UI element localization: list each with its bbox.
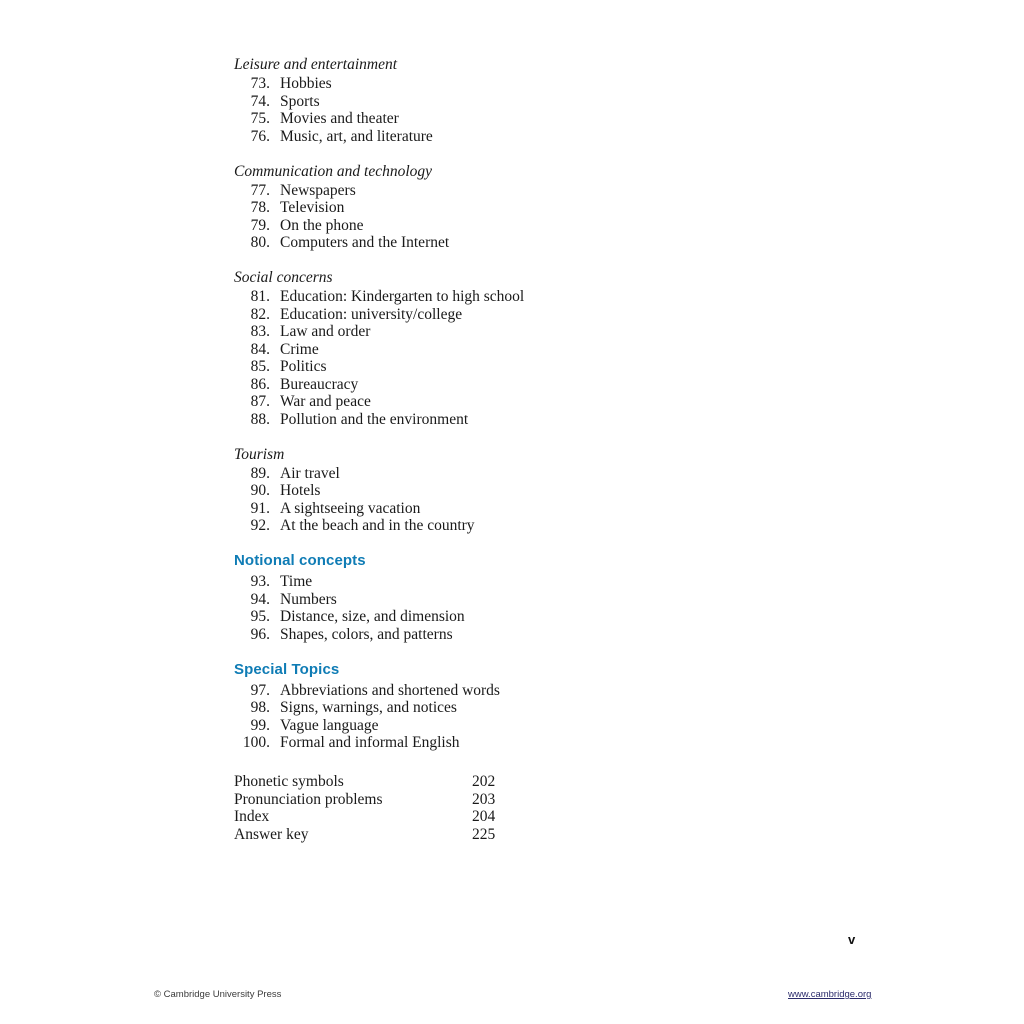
backmatter-title: Pronunciation problems — [234, 790, 383, 808]
entry-label: Politics — [280, 358, 327, 375]
entry-label: Hotels — [280, 482, 321, 499]
toc-entry[interactable] — [234, 626, 874, 643]
entry-number: 85. — [250, 358, 270, 375]
entry-label: Formal and informal English — [280, 734, 460, 751]
backmatter-page: 203 — [472, 790, 496, 808]
group-heading: Social concerns — [234, 269, 333, 286]
entry-label: On the phone — [280, 216, 364, 234]
toc-entry[interactable] — [234, 75, 874, 92]
toc-entry[interactable] — [234, 573, 874, 590]
toc-entry[interactable] — [234, 411, 874, 428]
entry-label: Pollution and the environment — [280, 410, 469, 428]
page-folio: v — [848, 932, 856, 947]
toc-group — [234, 446, 874, 535]
toc-entry[interactable] — [234, 591, 874, 608]
toc-content — [234, 56, 874, 843]
entry-label: Air travel — [280, 464, 340, 482]
entry-number: 90. — [250, 482, 270, 499]
entry-number: 94. — [250, 590, 270, 608]
backmatter-row[interactable] — [234, 773, 874, 791]
entry-number: 92. — [250, 517, 270, 534]
entry-number: 74. — [250, 92, 270, 110]
entry-number: 76. — [250, 127, 270, 145]
toc-entry[interactable] — [234, 717, 874, 734]
entry-label: Bureaucracy — [280, 375, 359, 393]
backmatter-row[interactable] — [234, 808, 874, 826]
entry-number: 79. — [250, 216, 270, 234]
entry-label: Television — [280, 199, 345, 216]
entry-label: Movies and theater — [280, 110, 399, 127]
group-heading: Tourism — [234, 445, 285, 463]
entry-number: 73. — [250, 75, 270, 92]
backmatter-row[interactable] — [234, 826, 874, 844]
entry-number: 75. — [250, 110, 270, 127]
entry-label: Sports — [280, 92, 320, 110]
toc-entry[interactable] — [234, 608, 874, 625]
section-heading-special-topics: Special Topics — [234, 660, 340, 678]
entry-label: Crime — [280, 340, 319, 358]
entry-label: Shapes, colors, and patterns — [280, 625, 453, 643]
entry-number: 83. — [250, 323, 270, 340]
toc-entry[interactable] — [234, 128, 874, 145]
entry-number: 98. — [250, 699, 270, 716]
toc-group — [234, 56, 874, 145]
toc-entry[interactable] — [234, 376, 874, 393]
toc-entry[interactable] — [234, 110, 874, 127]
publisher-url-link[interactable]: www.cambridge.org — [788, 989, 872, 1000]
entry-label: Time — [280, 573, 313, 590]
toc-entry[interactable] — [234, 288, 874, 305]
entry-label: A sightseeing vacation — [280, 499, 421, 517]
toc-entry[interactable] — [234, 393, 874, 410]
entry-number: 96. — [250, 625, 270, 643]
entry-label: Abbreviations and shortened words — [280, 681, 500, 699]
entry-label: Vague language — [280, 716, 379, 734]
entry-label: Computers and the Internet — [280, 234, 450, 251]
toc-entry[interactable] — [234, 199, 874, 216]
entry-number: 77. — [250, 181, 270, 199]
toc-entry[interactable] — [234, 358, 874, 375]
entry-number: 99. — [250, 716, 270, 734]
toc-group — [234, 552, 874, 643]
entry-number: 91. — [250, 499, 270, 517]
entry-label: Numbers — [280, 590, 337, 608]
entry-number: 97. — [250, 681, 270, 699]
toc-entry[interactable] — [234, 500, 874, 517]
section-heading-notional-concepts: Notional concepts — [234, 552, 366, 569]
entry-label: Newspapers — [280, 181, 356, 199]
entry-number: 93. — [250, 573, 270, 590]
backmatter-list — [234, 773, 874, 843]
entry-number: 84. — [250, 340, 270, 358]
toc-group — [234, 661, 874, 752]
toc-group — [234, 163, 874, 252]
entry-label: Education: university/college — [280, 305, 463, 323]
entry-number: 95. — [250, 608, 270, 625]
group-heading: Leisure and entertainment — [234, 56, 398, 73]
copyright-notice: © Cambridge University Press — [154, 989, 282, 1000]
entry-number: 81. — [250, 288, 270, 305]
entry-number: 89. — [250, 464, 270, 482]
entry-number: 88. — [250, 410, 270, 428]
entry-label: At the beach and in the country — [280, 517, 475, 534]
entry-label: Hobbies — [280, 75, 332, 92]
entry-label: Signs, warnings, and notices — [280, 699, 457, 716]
toc-group — [234, 269, 874, 428]
toc-entry[interactable] — [234, 341, 874, 358]
backmatter-page: 202 — [472, 773, 496, 790]
entry-label: Law and order — [280, 323, 371, 340]
backmatter-title: Index — [234, 808, 270, 825]
toc-entry[interactable] — [234, 682, 874, 699]
toc-entry[interactable] — [234, 323, 874, 340]
entry-number: 100. — [242, 734, 270, 751]
toc-entry[interactable] — [234, 482, 874, 499]
toc-entry[interactable] — [234, 234, 874, 251]
entry-label: Music, art, and literature — [280, 127, 433, 145]
entry-number: 87. — [250, 393, 270, 410]
entry-number: 82. — [250, 305, 270, 323]
group-heading: Communication and technology — [234, 162, 433, 180]
backmatter-title: Answer key — [234, 825, 309, 843]
backmatter-page: 204 — [472, 808, 496, 825]
toc-entry[interactable] — [234, 517, 874, 534]
toc-entry[interactable] — [234, 306, 874, 323]
entry-label: War and peace — [280, 393, 371, 410]
backmatter-title: Phonetic symbols — [234, 773, 344, 790]
entry-number: 80. — [250, 234, 270, 251]
toc-entry[interactable] — [234, 217, 874, 234]
toc-entry[interactable] — [234, 734, 874, 751]
entry-label: Distance, size, and dimension — [280, 608, 465, 625]
entry-number: 78. — [250, 199, 270, 216]
backmatter-page: 225 — [472, 825, 496, 843]
toc-entry[interactable] — [234, 182, 874, 199]
backmatter-row[interactable] — [234, 791, 874, 809]
toc-entry[interactable] — [234, 93, 874, 110]
entry-label: Education: Kindergarten to high school — [280, 288, 525, 305]
toc-entry[interactable] — [234, 699, 874, 716]
toc-entry[interactable] — [234, 465, 874, 482]
entry-number: 86. — [250, 375, 270, 393]
